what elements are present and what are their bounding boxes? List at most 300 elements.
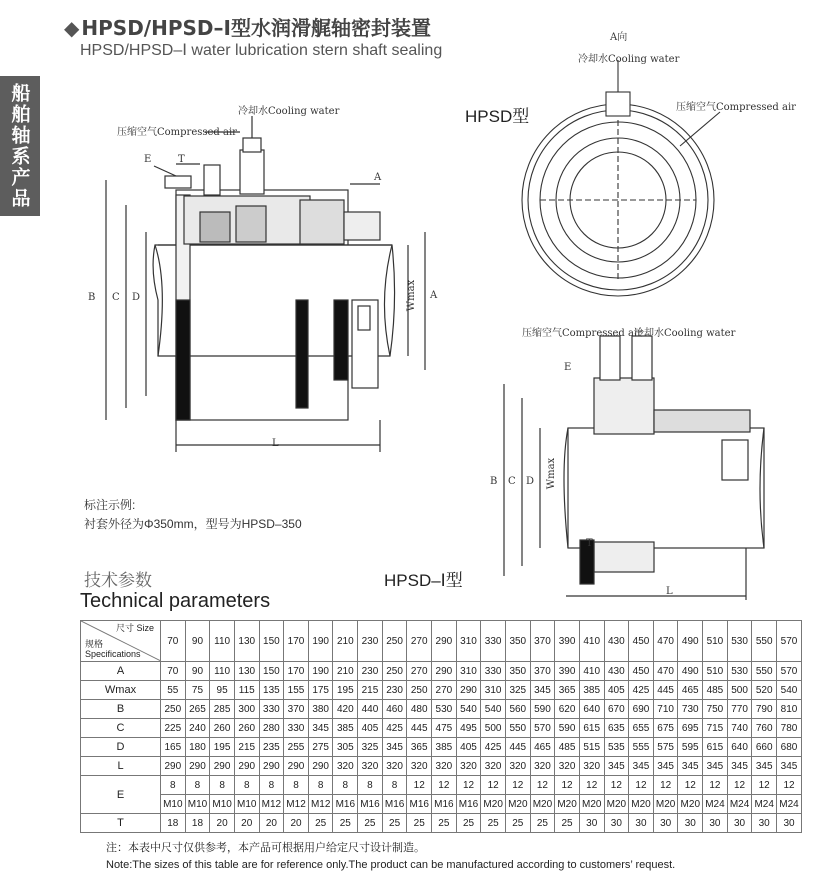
- dim-d-1: D: [132, 292, 141, 303]
- table-cell: 570: [530, 719, 555, 738]
- dim-a-arrow-1: A: [374, 172, 382, 183]
- size-header-cell: 390: [555, 621, 580, 662]
- table-cell: 345: [752, 757, 777, 776]
- table-cell: 450: [629, 662, 654, 681]
- table-cell: 180: [185, 738, 210, 757]
- size-header-cell: 310: [456, 621, 481, 662]
- table-cell: 410: [579, 662, 604, 681]
- table-cell: 540: [777, 681, 802, 700]
- dim-b-1: B: [88, 292, 96, 303]
- row-header-cell: E: [81, 776, 161, 814]
- table-cell: 12: [727, 776, 752, 795]
- table-cell: 405: [456, 738, 481, 757]
- table-cell: 230: [382, 681, 407, 700]
- dim-t-2: T: [586, 538, 593, 549]
- table-cell: 8: [358, 776, 383, 795]
- table-cell: 345: [703, 757, 728, 776]
- table-cell: 675: [653, 719, 678, 738]
- table-cell: 25: [358, 814, 383, 833]
- table-cell: 290: [185, 757, 210, 776]
- table-cell: 325: [505, 681, 530, 700]
- table-cell: M20: [555, 795, 580, 814]
- table-cell: 480: [407, 700, 432, 719]
- diamond-bullet-icon: ◆: [64, 16, 80, 40]
- table-cell: 560: [505, 700, 530, 719]
- table-cell: 390: [555, 662, 580, 681]
- table-cell: 620: [555, 700, 580, 719]
- table-cell: 570: [777, 662, 802, 681]
- size-header-cell: 330: [481, 621, 506, 662]
- table-cell: 740: [727, 719, 752, 738]
- dim-a-1: A: [430, 290, 438, 301]
- table-cell: M16: [456, 795, 481, 814]
- table-cell: 12: [530, 776, 555, 795]
- table-cell: M16: [333, 795, 358, 814]
- table-cell: 370: [530, 662, 555, 681]
- table-cell: 430: [604, 662, 629, 681]
- table-cell: M20: [530, 795, 555, 814]
- dim-c-1: C: [112, 292, 120, 303]
- table-cell: 150: [259, 662, 284, 681]
- note-en: Note:The sizes of this table are for reference only.The product can be manufactured according to customers’ request.: [106, 859, 676, 871]
- table-cell: 270: [407, 662, 432, 681]
- table-notes: [106, 840, 675, 874]
- table-cell: 515: [579, 738, 604, 757]
- row-header-cell: D: [81, 738, 161, 757]
- table-cell: 405: [604, 681, 629, 700]
- table-cell: 30: [604, 814, 629, 833]
- tech-params-title-en: Technical parameters: [80, 590, 271, 612]
- table-cell: 290: [210, 757, 235, 776]
- table-cell: 8: [259, 776, 284, 795]
- table-cell: 55: [161, 681, 186, 700]
- row-header-cell: A: [81, 662, 161, 681]
- label-a-direction: A向: [610, 32, 628, 43]
- table-cell: 425: [382, 719, 407, 738]
- table-cell: 575: [653, 738, 678, 757]
- table-cell: 640: [727, 738, 752, 757]
- table-cell: 305: [333, 738, 358, 757]
- table-cell: 20: [210, 814, 235, 833]
- size-header-cell: 470: [653, 621, 678, 662]
- table-cell: 12: [432, 776, 457, 795]
- table-cell: M20: [604, 795, 629, 814]
- table-cell: 715: [703, 719, 728, 738]
- dim-wmax-1: Wmax: [406, 279, 418, 312]
- table-cell: 30: [727, 814, 752, 833]
- table-cell: 25: [308, 814, 333, 833]
- table-cell: 18: [161, 814, 186, 833]
- table-cell: 195: [210, 738, 235, 757]
- table-cell: 475: [432, 719, 457, 738]
- table-cell: 320: [530, 757, 555, 776]
- table-cell: 425: [481, 738, 506, 757]
- table-cell: 365: [555, 681, 580, 700]
- row-header-cell: C: [81, 719, 161, 738]
- table-cell: 440: [358, 700, 383, 719]
- table-cell: 465: [530, 738, 555, 757]
- size-header-cell: 150: [259, 621, 284, 662]
- table-cell: 290: [234, 757, 259, 776]
- table-cell: 290: [259, 757, 284, 776]
- table-cell: 20: [234, 814, 259, 833]
- table-cell: M16: [432, 795, 457, 814]
- table-cell: 325: [358, 738, 383, 757]
- table-cell: 730: [678, 700, 703, 719]
- size-header-cell: 210: [333, 621, 358, 662]
- table-cell: 345: [727, 757, 752, 776]
- size-header-cell: 530: [727, 621, 752, 662]
- table-cell: 8: [234, 776, 259, 795]
- table-cell: 165: [161, 738, 186, 757]
- page-subtitle: HPSD/HPSD–Ⅰ water lubrication stern shaft sealing: [80, 42, 443, 59]
- table-cell: 135: [259, 681, 284, 700]
- table-cell: 680: [777, 738, 802, 757]
- table-cell: 750: [703, 700, 728, 719]
- table-cell: 8: [308, 776, 333, 795]
- table-cell: M24: [727, 795, 752, 814]
- spec-row-t: [81, 814, 802, 833]
- size-header-cell: 230: [358, 621, 383, 662]
- spec-row-d: [81, 738, 802, 757]
- spec-row-wmax: [81, 681, 802, 700]
- size-header-cell: 110: [210, 621, 235, 662]
- spec-header-row: [81, 621, 802, 662]
- table-cell: 445: [505, 738, 530, 757]
- table-cell: 350: [505, 662, 530, 681]
- size-header-cell: 170: [284, 621, 309, 662]
- category-tab[interactable]: 船舶轴系产品: [0, 76, 40, 216]
- table-cell: M20: [629, 795, 654, 814]
- a-direction-view: [522, 60, 720, 296]
- size-header-cell: 130: [234, 621, 259, 662]
- size-header-cell: 90: [185, 621, 210, 662]
- table-cell: 20: [284, 814, 309, 833]
- labeling-example: [84, 496, 302, 534]
- table-cell: 30: [678, 814, 703, 833]
- table-cell: 385: [432, 738, 457, 757]
- hpsd-i-side-view: [504, 336, 764, 600]
- table-cell: 190: [308, 662, 333, 681]
- table-cell: 12: [653, 776, 678, 795]
- table-cell: 320: [333, 757, 358, 776]
- table-cell: 320: [555, 757, 580, 776]
- table-cell: 230: [358, 662, 383, 681]
- table-cell: 12: [678, 776, 703, 795]
- table-cell: 195: [333, 681, 358, 700]
- table-cell: 30: [752, 814, 777, 833]
- dim-t-1: T: [178, 154, 185, 165]
- table-cell: 320: [432, 757, 457, 776]
- label-cooling-water-1: 冷却水Cooling water: [238, 106, 340, 117]
- table-cell: 595: [678, 738, 703, 757]
- size-header-cell: 450: [629, 621, 654, 662]
- table-cell: 320: [481, 757, 506, 776]
- table-cell: 690: [629, 700, 654, 719]
- table-cell: 405: [358, 719, 383, 738]
- table-cell: 12: [604, 776, 629, 795]
- table-cell: 365: [407, 738, 432, 757]
- table-cell: M12: [308, 795, 333, 814]
- dim-e-2: E: [564, 362, 572, 373]
- table-cell: M20: [678, 795, 703, 814]
- table-cell: 290: [308, 757, 333, 776]
- table-cell: 590: [555, 719, 580, 738]
- table-cell: 12: [407, 776, 432, 795]
- corner-size-label: 尺寸 Size: [115, 623, 154, 633]
- row-header-cell: Wmax: [81, 681, 161, 700]
- size-header-cell: 270: [407, 621, 432, 662]
- hpsd-side-view: [106, 116, 425, 452]
- table-cell: 290: [456, 681, 481, 700]
- table-cell: 345: [604, 757, 629, 776]
- size-header-cell: 430: [604, 621, 629, 662]
- table-cell: 8: [284, 776, 309, 795]
- spec-row-e-thread: [81, 795, 802, 814]
- table-cell: 540: [481, 700, 506, 719]
- table-cell: 345: [777, 757, 802, 776]
- table-cell: 535: [604, 738, 629, 757]
- table-cell: 12: [703, 776, 728, 795]
- table-cell: 25: [456, 814, 481, 833]
- table-cell: 25: [555, 814, 580, 833]
- table-cell: 790: [752, 700, 777, 719]
- table-cell: 555: [629, 738, 654, 757]
- table-cell: 250: [407, 681, 432, 700]
- table-cell: 290: [432, 662, 457, 681]
- table-cell: 370: [284, 700, 309, 719]
- table-cell: 175: [308, 681, 333, 700]
- table-cell: 90: [185, 662, 210, 681]
- table-cell: 445: [407, 719, 432, 738]
- table-cell: M12: [284, 795, 309, 814]
- table-cell: 95: [210, 681, 235, 700]
- table-cell: 25: [505, 814, 530, 833]
- table-cell: 20: [259, 814, 284, 833]
- spec-row-c: [81, 719, 802, 738]
- table-cell: 520: [752, 681, 777, 700]
- table-cell: M10: [210, 795, 235, 814]
- table-cell: 760: [752, 719, 777, 738]
- table-cell: 330: [259, 700, 284, 719]
- table-cell: 210: [333, 662, 358, 681]
- table-cell: 420: [333, 700, 358, 719]
- table-cell: 235: [259, 738, 284, 757]
- table-cell: M16: [358, 795, 383, 814]
- spec-row-a: [81, 662, 802, 681]
- table-cell: 500: [481, 719, 506, 738]
- table-cell: 495: [456, 719, 481, 738]
- table-cell: 345: [678, 757, 703, 776]
- row-header-cell: L: [81, 757, 161, 776]
- spec-row-l: [81, 757, 802, 776]
- table-cell: 710: [653, 700, 678, 719]
- table-cell: 12: [555, 776, 580, 795]
- label-cooling-water-2: 冷却水Cooling water: [578, 54, 680, 65]
- table-cell: 695: [678, 719, 703, 738]
- table-cell: 300: [234, 700, 259, 719]
- dim-wmax-2: Wmax: [546, 457, 558, 490]
- size-header-cell: 410: [579, 621, 604, 662]
- table-cell: 8: [185, 776, 210, 795]
- table-cell: 260: [234, 719, 259, 738]
- table-cell: 655: [629, 719, 654, 738]
- table-cell: M16: [382, 795, 407, 814]
- size-header-cell: 350: [505, 621, 530, 662]
- table-cell: 250: [382, 662, 407, 681]
- table-cell: 425: [629, 681, 654, 700]
- spec-row-b: [81, 700, 802, 719]
- table-cell: M12: [259, 795, 284, 814]
- table-cell: 70: [161, 662, 186, 681]
- example-heading: 标注示例:: [84, 498, 136, 512]
- table-cell: 310: [481, 681, 506, 700]
- size-header-cell: 370: [530, 621, 555, 662]
- label-cooling-water-3: 冷却水Cooling water: [634, 328, 736, 339]
- dim-c-2: C: [508, 476, 516, 487]
- tech-params-title-cn: 技术参数: [84, 571, 152, 590]
- label-compressed-air-2: 压缩空气Compressed air: [676, 102, 796, 113]
- table-cell: 345: [530, 681, 555, 700]
- table-cell: 12: [505, 776, 530, 795]
- table-cell: 640: [579, 700, 604, 719]
- table-cell: 615: [703, 738, 728, 757]
- table-cell: M24: [703, 795, 728, 814]
- table-cell: 460: [382, 700, 407, 719]
- table-cell: 155: [284, 681, 309, 700]
- table-cell: 320: [382, 757, 407, 776]
- label-compressed-air-3: 压缩空气Compressed air: [522, 328, 642, 339]
- table-cell: 485: [555, 738, 580, 757]
- table-cell: M24: [752, 795, 777, 814]
- table-cell: 75: [185, 681, 210, 700]
- dim-l-2: L: [666, 586, 673, 597]
- size-header-cell: 550: [752, 621, 777, 662]
- table-cell: 485: [703, 681, 728, 700]
- table-cell: 380: [308, 700, 333, 719]
- table-cell: 465: [678, 681, 703, 700]
- table-cell: 550: [752, 662, 777, 681]
- table-cell: 225: [161, 719, 186, 738]
- table-cell: 25: [432, 814, 457, 833]
- size-header-cell: 190: [308, 621, 333, 662]
- table-cell: 285: [210, 700, 235, 719]
- table-cell: M20: [579, 795, 604, 814]
- table-cell: 25: [407, 814, 432, 833]
- table-cell: 25: [382, 814, 407, 833]
- table-cell: M10: [161, 795, 186, 814]
- label-compressed-air-1: 压缩空气Compressed air: [117, 127, 237, 138]
- table-cell: 540: [456, 700, 481, 719]
- row-header-cell: T: [81, 814, 161, 833]
- table-cell: 12: [579, 776, 604, 795]
- table-cell: M20: [481, 795, 506, 814]
- table-cell: 385: [579, 681, 604, 700]
- table-cell: 240: [185, 719, 210, 738]
- table-cell: 130: [234, 662, 259, 681]
- table-cell: 25: [481, 814, 506, 833]
- table-cell: 275: [308, 738, 333, 757]
- table-cell: 255: [284, 738, 309, 757]
- table-cell: 320: [579, 757, 604, 776]
- table-cell: 12: [752, 776, 777, 795]
- row-header-cell: B: [81, 700, 161, 719]
- corner-spec-label: 规格 Specifications: [85, 639, 141, 659]
- table-cell: 345: [308, 719, 333, 738]
- table-cell: 320: [358, 757, 383, 776]
- dim-b-2: B: [490, 476, 498, 487]
- spec-corner-cell: [81, 621, 161, 662]
- table-cell: 385: [333, 719, 358, 738]
- table-cell: 265: [185, 700, 210, 719]
- table-cell: 260: [210, 719, 235, 738]
- table-cell: 470: [653, 662, 678, 681]
- table-cell: M16: [407, 795, 432, 814]
- spec-table: [80, 620, 802, 833]
- model-label-hpsd-1: HPSD–Ⅰ型: [384, 571, 463, 590]
- table-cell: 18: [185, 814, 210, 833]
- table-cell: 290: [161, 757, 186, 776]
- table-cell: 330: [481, 662, 506, 681]
- size-header-cell: 70: [161, 621, 186, 662]
- size-header-cell: 290: [432, 621, 457, 662]
- title-cn-text: HPSD/HPSD–Ⅰ型水润滑艉轴密封装置: [81, 16, 431, 40]
- table-cell: 660: [752, 738, 777, 757]
- table-cell: 530: [432, 700, 457, 719]
- table-cell: 635: [604, 719, 629, 738]
- size-header-cell: 490: [678, 621, 703, 662]
- table-cell: 670: [604, 700, 629, 719]
- model-label-hpsd: HPSD型: [465, 107, 530, 126]
- table-cell: 280: [259, 719, 284, 738]
- note-cn: 注：本表中尺寸仅供参考，本产品可根据用户给定尺寸设计制造。: [106, 842, 425, 854]
- table-cell: 590: [530, 700, 555, 719]
- table-cell: 320: [505, 757, 530, 776]
- table-cell: 810: [777, 700, 802, 719]
- table-cell: 12: [629, 776, 654, 795]
- table-cell: 330: [284, 719, 309, 738]
- table-cell: M20: [653, 795, 678, 814]
- dim-l-1: L: [272, 438, 279, 449]
- table-cell: 550: [505, 719, 530, 738]
- table-cell: 250: [161, 700, 186, 719]
- table-cell: M10: [234, 795, 259, 814]
- size-header-cell: 510: [703, 621, 728, 662]
- table-cell: 320: [456, 757, 481, 776]
- table-cell: 215: [234, 738, 259, 757]
- table-cell: 615: [579, 719, 604, 738]
- table-cell: 290: [284, 757, 309, 776]
- table-cell: M24: [777, 795, 802, 814]
- table-cell: 345: [382, 738, 407, 757]
- table-cell: 12: [777, 776, 802, 795]
- table-cell: 345: [629, 757, 654, 776]
- table-cell: M20: [505, 795, 530, 814]
- table-cell: 8: [333, 776, 358, 795]
- table-cell: M10: [185, 795, 210, 814]
- table-cell: 12: [481, 776, 506, 795]
- table-cell: 490: [678, 662, 703, 681]
- table-cell: 30: [653, 814, 678, 833]
- table-cell: 30: [703, 814, 728, 833]
- table-cell: 215: [358, 681, 383, 700]
- table-cell: 320: [407, 757, 432, 776]
- table-cell: 270: [432, 681, 457, 700]
- table-cell: 8: [382, 776, 407, 795]
- table-cell: 780: [777, 719, 802, 738]
- table-cell: 770: [727, 700, 752, 719]
- table-cell: 170: [284, 662, 309, 681]
